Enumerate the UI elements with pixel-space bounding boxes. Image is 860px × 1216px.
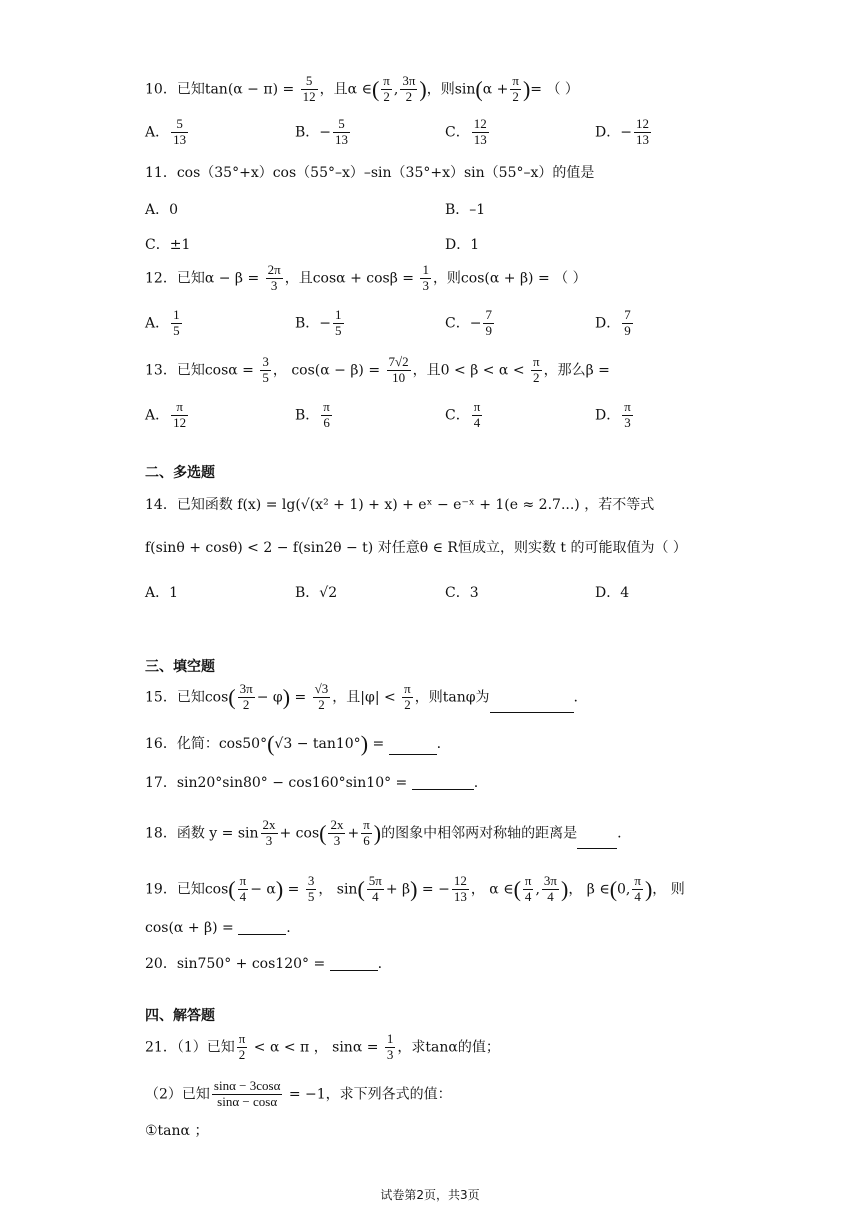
q21-frac1: $\frac{\pi}{2}$ [238, 1031, 246, 1062]
question-21-part1: 21．（1）已知 $\frac{\pi}{2}$ < α < π ， sinα = $\frac{1}{3}$ ，求tanα的值； [145, 1031, 500, 1062]
q21-frac3: $\frac{\sin\alpha - 3\cos\alpha}{\sin\alpha - \cos\alpha}$ [213, 1078, 281, 1109]
q18-frac2: $\frac{2x}{3}$ [330, 817, 344, 848]
question-16: 16．化简：cos50°(√3 − tan10°) = . [145, 731, 442, 756]
q13-option-a: A． $\frac{\pi}{12}$ [145, 399, 187, 430]
question-19-line2: cos(α + β) = . [145, 920, 291, 936]
q15-frac3: $\frac{\pi}{2}$ [404, 681, 411, 712]
q19-frac4: $\frac{12}{13}$ [453, 873, 467, 904]
q10-frac3: $\frac{3\pi}{2}$ [402, 73, 416, 104]
q19-answer-blank[interactable] [238, 920, 286, 935]
q10-text-b: ，且α ∈ [319, 81, 372, 98]
q17-answer-blank[interactable] [412, 775, 474, 790]
q15-frac1: $\frac{3\pi}{2}$ [239, 681, 253, 712]
q10-option-d: D．− $\frac{12}{13}$ [595, 116, 649, 147]
q10-option-a: A． $\frac{5}{13}$ [145, 116, 187, 147]
q10-option-c: C． $\frac{12}{13}$ [445, 116, 487, 147]
q19-frac2: $\frac{3}{5}$ [307, 873, 315, 904]
question-20: 20．sin750° + cos120° = . [145, 956, 383, 972]
question-17: 17．sin20°sin80° − cos160°sin10° = . [145, 775, 479, 791]
question-21-item1: ①tanα ； [145, 1123, 209, 1139]
question-12: 12．已知α − β = $\frac{2\pi}{3}$ ，且cosα + cosβ = $\frac{1}{3}$ ，则cos(α + β) = （ ） [145, 262, 587, 293]
q14-option-a: A．1 [145, 585, 179, 601]
q10-option-b: B．− $\frac{5}{13}$ [295, 116, 349, 147]
q12-option-a: A． $\frac{1}{5}$ [145, 307, 180, 338]
q10-frac4: $\frac{\pi}{2}$ [512, 73, 519, 104]
q11-option-b: B．–1 [445, 202, 486, 218]
q11-option-d: D．1 [445, 237, 480, 253]
q10-frac1: $\frac{5}{12}$ [302, 73, 316, 104]
page-footer: 试卷第2页，共3页 [380, 1188, 480, 1202]
q13-option-c: C． $\frac{\pi}{4}$ [445, 399, 481, 430]
question-19: 19．已知cos( $\frac{\pi}{4}$ − α) = $\frac{3}{5}$ ， sin( $\frac{5\pi}{4}$ + β) = − $\frac{12}{13}$ ， α ∈( $\frac{\pi}{4}$ , $\frac{3\pi}{4}$ )， β ∈(0, $\frac{\pi}{4}$ )， 则 [145, 873, 685, 904]
q12-frac2: $\frac{1}{3}$ [422, 262, 429, 293]
q13-option-b: B． $\frac{\pi}{6}$ [295, 399, 330, 430]
question-18: 18．函数 y = sin $\frac{2x}{3}$ + cos( $\frac{2x}{3}$ + $\frac{\pi}{6}$ )的图象中相邻两对称轴的距离是 . [145, 817, 622, 848]
q14-option-c: C．3 [445, 585, 479, 601]
q10-text-d: = （ ） [530, 81, 579, 98]
q14-option-b: B．√2 [295, 585, 338, 601]
section-heading-multi: 二、多选题 [145, 465, 215, 481]
question-10: 10．已知tan(α − π) = $\frac{5}{12}$ ，且α ∈( $\frac{\pi}{2}$ , $\frac{3\pi}{2}$ )，则sin(α + $\frac{\pi}{2}$ )= （ ） [145, 73, 579, 104]
q20-answer-blank[interactable] [330, 956, 378, 971]
question-14-line2: f(sinθ + cosθ) < 2 − f(sin2θ − t) 对任意θ ∈ R恒成立，则实数 t 的可能取值为（ ） [145, 540, 687, 556]
q15-frac2: $\frac{√3}{2}$ [314, 681, 329, 712]
q11-option-a: A．0 [145, 202, 179, 218]
section-heading-answer: 四、解答题 [145, 1008, 215, 1024]
q13-frac3: $\frac{\pi}{2}$ [533, 354, 540, 385]
question-13: 13．已知cosα = $\frac{3}{5}$ ， cos(α − β) = $\frac{7√2}{10}$ ，且0 < β < α < $\frac{\pi}{2}$ ，那么β = [145, 354, 610, 385]
q12-option-b: B．− $\frac{1}{5}$ [295, 307, 342, 338]
q10-text-c: ，则sin [426, 81, 476, 98]
q15-answer-blank[interactable] [490, 698, 574, 713]
q19-frac6: $\frac{3\pi}{4}$ [543, 873, 557, 904]
q13-frac1: $\frac{3}{5}$ [262, 354, 269, 385]
q19-frac7: $\frac{\pi}{4}$ [634, 873, 641, 904]
q18-frac1: $\frac{2x}{3}$ [262, 817, 276, 848]
q14-option-d: D．4 [595, 585, 630, 601]
q12-frac1: $\frac{2\pi}{3}$ [267, 262, 281, 293]
q12-option-c: C．− $\frac{7}{9}$ [445, 307, 492, 338]
question-14-line1: 14．已知函数 f(x) = lg(√(x² + 1) + x) + eˣ − e⁻ˣ + 1(e ≈ 2.7...) ，若不等式 [145, 497, 655, 513]
question-21-part2: （2）已知 $\frac{\sin\alpha - 3\cos\alpha}{\sin\alpha - \cos\alpha}$ = −1，求下列各式的值： [145, 1078, 452, 1109]
q19-frac1: $\frac{\pi}{4}$ [239, 873, 247, 904]
q13-option-d: D． $\frac{\pi}{3}$ [595, 399, 631, 430]
section-heading-fill: 三、填空题 [145, 659, 215, 675]
question-15: 15．已知cos( $\frac{3\pi}{2}$ − φ) = $\frac{√3}{2}$ ，且|φ| < $\frac{\pi}{2}$ ，则tanφ为 . [145, 681, 578, 712]
q21-frac2: $\frac{1}{3}$ [386, 1031, 394, 1062]
q11-option-c: C．±1 [145, 237, 191, 253]
q10-text-a: 已知tan(α − π) = [176, 81, 299, 98]
q13-frac2: $\frac{7√2}{10}$ [388, 354, 409, 385]
q19-frac5: $\frac{\pi}{4}$ [524, 873, 532, 904]
q10-frac2: $\frac{\pi}{2}$ [383, 73, 390, 104]
q10-number: 10． [145, 81, 177, 98]
q12-option-d: D． $\frac{7}{9}$ [595, 307, 631, 338]
q16-answer-blank[interactable] [389, 740, 437, 755]
question-11: 11．cos（35°+x）cos（55°–x）–sin（35°+x）sin（55°–x）的值是 [145, 165, 595, 181]
q19-frac3: $\frac{5\pi}{4}$ [368, 873, 382, 904]
q18-frac3: $\frac{\pi}{6}$ [363, 817, 370, 848]
q18-answer-blank[interactable] [577, 834, 617, 849]
